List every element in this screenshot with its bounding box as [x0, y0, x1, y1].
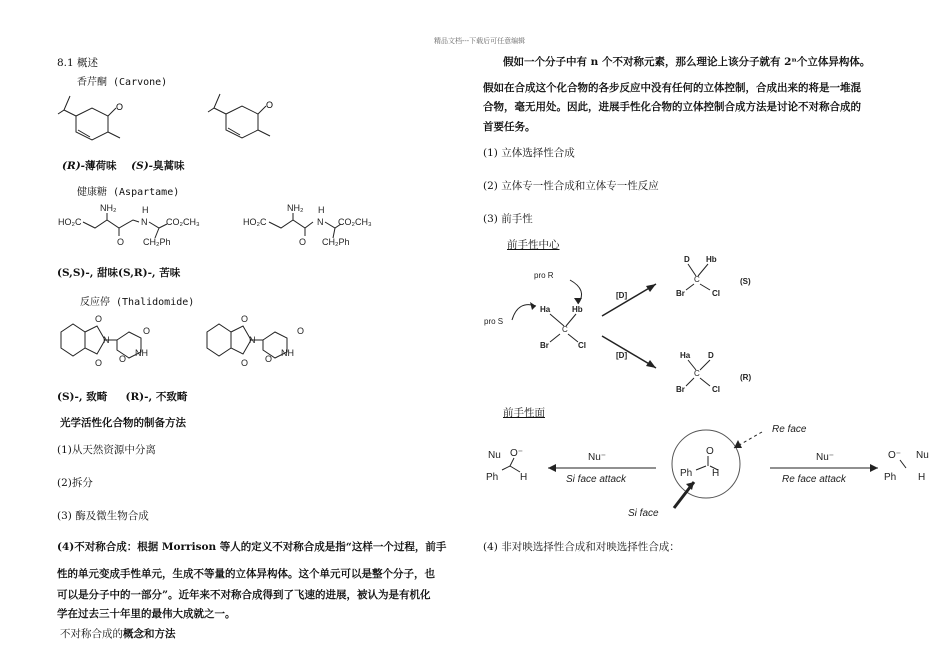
- r-config: (R): [740, 373, 752, 382]
- right-p2-line2: 合物，毫无用处。因此，进展手性化合物的立体控制合成方法是讨论不对称合成的: [483, 101, 861, 113]
- center-o: O: [706, 446, 714, 457]
- thal1-o-ring: O: [119, 354, 127, 364]
- asp1-o: O: [117, 237, 125, 247]
- method-4-line1: (4)不对称合成：根据 Morrison 等人的定义不对称合成是指“这样一个过程，前手: [57, 541, 447, 553]
- left-nu: Nu: [488, 450, 501, 461]
- s-config: (S): [740, 277, 751, 286]
- right-p2-line1: 假如在合成这个化合物的各步反应中没有任何的立体控制，合成出来的将是一堆混: [483, 82, 861, 94]
- bot-c: C: [694, 369, 700, 378]
- aspartame-structures: [55, 198, 395, 258]
- bot-ha: Ha: [680, 351, 691, 360]
- method-4-line2: 性的单元变成手性单元，生成不等量的立体异构体。这个单元可以是整个分子，也: [57, 568, 435, 580]
- top-c: C: [694, 275, 700, 284]
- page-header: 精品文档---下载后可任意编辑: [434, 37, 526, 45]
- re-face-label: Re face: [772, 424, 807, 435]
- concept-line: [60, 626, 176, 641]
- right-r2: (2) 立体专一性合成和立体专一性反应: [483, 180, 659, 192]
- right-o: O⁻: [888, 450, 902, 461]
- center-c: C: [562, 325, 568, 334]
- right-nu: Nu: [916, 450, 929, 461]
- thal2-nh: NH: [281, 348, 294, 358]
- nu-left: Nu⁻: [588, 452, 607, 463]
- prochiral-face-diagram: [480, 418, 945, 526]
- right-ph: Ph: [884, 472, 897, 483]
- method-4-line4: 学在过去三十年里的最伟大成就之一。: [57, 608, 236, 620]
- si-attack-label: Si face attack: [566, 474, 627, 485]
- thal1-o-ring2: O: [143, 326, 151, 336]
- right-r1: (1) 立体选择性合成: [483, 147, 575, 159]
- asp2-o: O: [299, 237, 307, 247]
- thal2-o-ring: O: [265, 354, 273, 364]
- thal2-o-bot: O: [241, 358, 249, 368]
- asp2-n: N: [317, 217, 324, 227]
- right-r4: (4) 非对映选择性合成和对映选择性合成：: [483, 541, 680, 553]
- aspartame-caption: (S,S)-, 甜味(S,R)-, 苦味: [57, 267, 181, 279]
- asp1-ch2ph: CH₂Ph: [143, 237, 171, 247]
- reagent-bottom: [D]: [616, 351, 628, 360]
- right-p1: 假如一个分子中有 n 个不对称元素，那么理论上该分子就有 2ⁿ个立体异构体。: [503, 56, 871, 68]
- top-hb: Hb: [706, 255, 717, 264]
- thal1-nh: NH: [135, 348, 148, 358]
- top-d: D: [684, 255, 690, 264]
- prochiral-face-heading: 前手性面: [503, 407, 545, 419]
- asp2-ch2ph: CH₂Ph: [322, 237, 350, 247]
- nu-right: Nu⁻: [816, 452, 835, 463]
- top-cl: Cl: [712, 289, 720, 298]
- left-ph: Ph: [486, 472, 499, 483]
- thalidomide-label: 反应停 (Thalidomide): [80, 297, 195, 308]
- center-ph: Ph: [680, 468, 693, 479]
- carvone-structures: [52, 88, 292, 150]
- thalidomide-structures: [55, 310, 335, 374]
- si-face-label: Si face: [628, 508, 659, 519]
- thal2-n: N: [249, 335, 256, 345]
- method-3: (3) 酶及微生物合成: [57, 510, 149, 522]
- section-title: 8.1 概述: [57, 57, 99, 69]
- center-h: H: [712, 468, 720, 479]
- asp1-co2ch3: CO₂CH₃: [166, 217, 200, 227]
- bot-br: Br: [676, 385, 685, 394]
- thalidomide-caption: [57, 389, 187, 404]
- carvone1-o: O: [116, 102, 124, 112]
- methods-heading: 光学活性化合物的制备方法: [60, 417, 186, 429]
- concept-b: 概念和方法: [123, 628, 176, 640]
- top-br: Br: [676, 289, 685, 298]
- thal1-o-top: O: [95, 314, 103, 324]
- left-h: H: [520, 472, 528, 483]
- right-r3: (3) 前手性: [483, 213, 533, 225]
- center-hb: Hb: [572, 305, 583, 314]
- thalidomide-r: (R)-, 不致畸: [125, 391, 188, 403]
- carvone-label: 香芹酮 (Carvone): [77, 77, 168, 88]
- thal2-o-top: O: [241, 314, 249, 324]
- right-p2-line3: 首要任务。: [483, 121, 536, 133]
- reagent-top: [D]: [616, 291, 628, 300]
- thal1-o-bot: O: [95, 358, 103, 368]
- prochiral-center-heading: 前手性中心: [507, 239, 560, 251]
- carvone-s-label: (S)-: [131, 160, 154, 172]
- thalidomide-s: (S)-, 致畸: [57, 391, 108, 403]
- aspartame-label: 健康糖 (Aspartame): [77, 187, 180, 198]
- thal1-n: N: [103, 335, 110, 345]
- bot-d: D: [708, 351, 714, 360]
- asp2-nh2: NH₂: [287, 203, 304, 213]
- concept-a: 不对称合成的: [60, 628, 123, 640]
- asp2-ho2c: HO₂C: [243, 217, 267, 227]
- center-cl: Cl: [578, 341, 586, 350]
- carvone-r-text: 薄荷味: [85, 160, 117, 172]
- re-attack-label: Re face attack: [782, 474, 846, 485]
- asp2-h: H: [318, 205, 325, 215]
- method-1: (1)从天然资源中分离: [57, 444, 156, 456]
- asp1-h: H: [142, 205, 149, 215]
- carvone-caption: [62, 158, 185, 173]
- right-h: H: [918, 472, 926, 483]
- asp2-co2ch3: CO₂CH₃: [338, 217, 372, 227]
- asp1-nh2: NH₂: [100, 203, 117, 213]
- prochiral-center-diagram: [480, 250, 780, 398]
- carvone-s-text: 臭蒿味: [153, 160, 185, 172]
- thal2-o-ring2: O: [297, 326, 305, 336]
- center-br: Br: [540, 341, 549, 350]
- carvone2-o: O: [266, 100, 274, 110]
- center-ha: Ha: [540, 305, 551, 314]
- pro-r-label: pro R: [534, 271, 554, 280]
- carvone-r-label: (R)-: [62, 160, 86, 172]
- method-4-line3: 可以是分子中的一部分”。近年来不对称合成得到了飞速的进展，被认为是有机化: [57, 589, 431, 601]
- asp1-n: N: [141, 217, 148, 227]
- left-o: O⁻: [510, 448, 524, 459]
- method-2: (2)拆分: [57, 477, 93, 489]
- asp1-ho2c: HO₂C: [58, 217, 82, 227]
- bot-cl: Cl: [712, 385, 720, 394]
- pro-s-label: pro S: [484, 317, 504, 326]
